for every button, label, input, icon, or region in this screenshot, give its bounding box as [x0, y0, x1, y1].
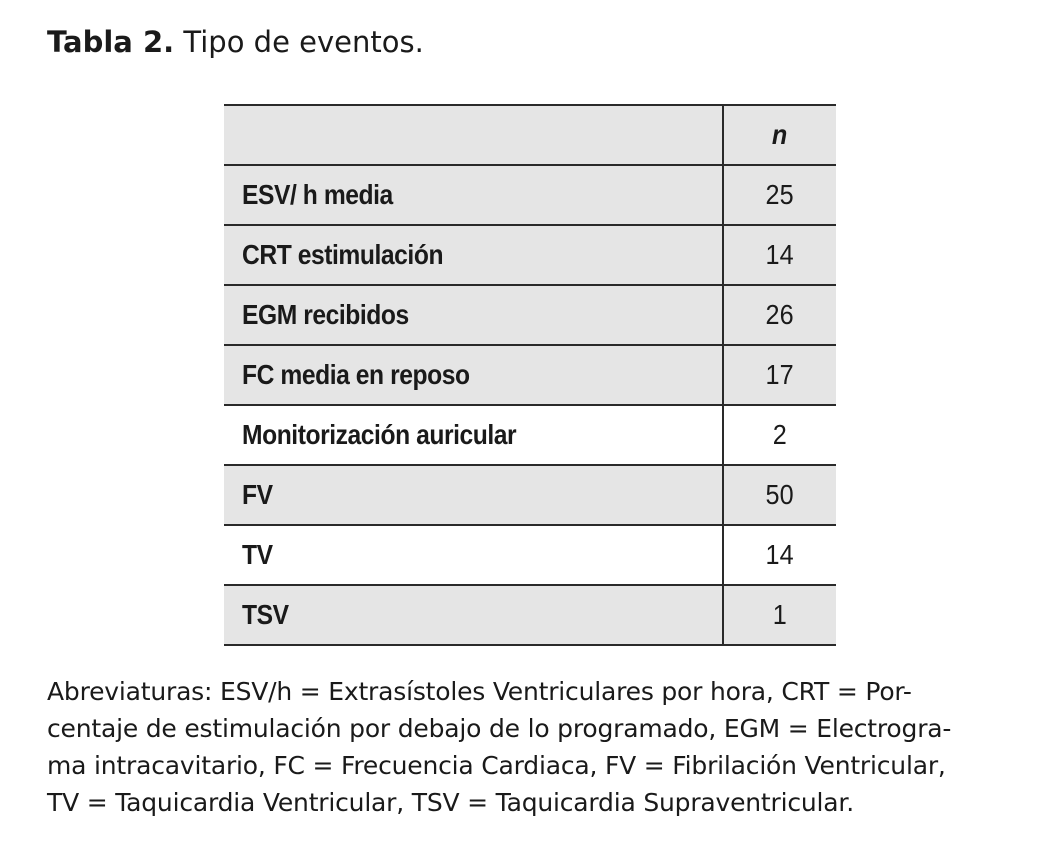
- caption-title: Tipo de eventos.: [183, 25, 424, 59]
- row-n-cell: [723, 345, 836, 405]
- table-row: [224, 465, 836, 525]
- footnote-line: TV = Taquicardia Ventricular, TSV = Taquicardia Supraventricular.: [47, 788, 854, 817]
- row-n-cell: [723, 525, 836, 585]
- row-label-cell: [224, 585, 723, 645]
- table-row: [224, 225, 836, 285]
- row-n: 17: [765, 359, 794, 390]
- row-n: 14: [765, 239, 794, 270]
- header-n-text: n: [772, 119, 788, 150]
- row-n-cell: [723, 465, 836, 525]
- footnote-line: Abreviaturas: ESV/h = Extrasístoles Ventriculares por hora, CRT = Por-: [47, 677, 912, 706]
- events-table-container: [224, 104, 836, 646]
- row-label-cell: [224, 285, 723, 345]
- row-label-cell: [224, 525, 723, 585]
- row-label: TSV: [242, 599, 289, 630]
- footnote-line: centaje de estimulación por debajo de lo programado, EGM = Electrogra-: [47, 714, 952, 743]
- abbreviations-footnote: [47, 673, 1009, 821]
- row-label-cell: [224, 345, 723, 405]
- row-n: 1: [772, 599, 787, 630]
- table-row: [224, 345, 836, 405]
- row-label-cell: [224, 405, 723, 465]
- row-n: 14: [765, 539, 794, 570]
- row-n-cell: [723, 225, 836, 285]
- row-label-cell: [224, 465, 723, 525]
- row-n: 2: [772, 419, 787, 450]
- row-label-cell: [224, 165, 723, 225]
- events-table: [224, 104, 836, 646]
- row-label: CRT estimulación: [242, 239, 444, 270]
- row-n-cell: [723, 285, 836, 345]
- table-row: [224, 165, 836, 225]
- table-row: [224, 525, 836, 585]
- row-n: 25: [765, 179, 794, 210]
- caption-label: Tabla 2.: [47, 25, 175, 59]
- row-label-cell: [224, 225, 723, 285]
- row-label: FC media en reposo: [242, 359, 470, 390]
- row-n: 26: [765, 299, 794, 330]
- row-n-cell: [723, 165, 836, 225]
- header-label-cell: [224, 105, 723, 165]
- row-label: FV: [242, 479, 273, 510]
- row-label: EGM recibidos: [242, 299, 409, 330]
- row-label: TV: [242, 539, 273, 570]
- row-label: ESV/ h media: [242, 179, 393, 210]
- row-n-cell: [723, 405, 836, 465]
- row-label: Monitorización auricular: [242, 419, 517, 450]
- footnote-line: ma intracavitario, FC = Frecuencia Cardiaca, FV = Fibrilación Ventricular,: [47, 751, 946, 780]
- header-n-cell: [723, 105, 836, 165]
- table-row: [224, 585, 836, 645]
- table-row: [224, 285, 836, 345]
- row-n: 50: [765, 479, 794, 510]
- table-caption: [47, 22, 424, 62]
- table-header-row: [224, 105, 836, 165]
- table-row: [224, 405, 836, 465]
- row-n-cell: [723, 585, 836, 645]
